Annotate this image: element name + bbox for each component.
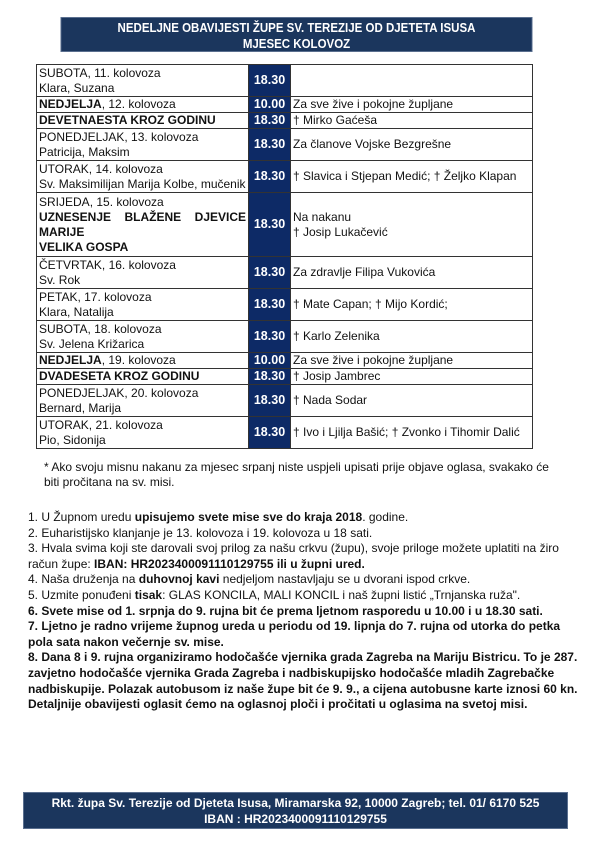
mass-time: 18.30 [249, 417, 291, 449]
text: : GLAS KONCILA, MALI KONCIL i naš župni listić „Trnjanska ruža". [162, 587, 521, 602]
day-date: , 21. kolovoza [88, 417, 163, 432]
mass-time: 18.30 [249, 113, 291, 129]
day-date: , 13. kolovoza [124, 129, 199, 144]
feast-name: DEVETNAESTA KROZ GODINU [37, 113, 249, 129]
day-date: , 20. kolovoza [124, 385, 199, 400]
day-cell [37, 289, 249, 321]
mass-time: 18.30 [249, 193, 291, 257]
day-cell [37, 161, 249, 193]
day-date: , 17. kolovoza [77, 289, 152, 304]
mass-schedule-table [36, 64, 533, 449]
mass-time: 18.30 [249, 129, 291, 161]
day-cell [37, 129, 249, 161]
saints: Pio, Sidonija [39, 432, 106, 447]
day-date: , 19. kolovoza [101, 353, 176, 367]
mass-intention: † Ivo i Ljilja Bašić; † Zvonko i Tihomir Dalić [291, 417, 533, 449]
day-date: , 18. kolovoza [87, 321, 162, 336]
table-row [37, 289, 533, 321]
mass-intention: Za zdravlje Filipa Vukovića [291, 257, 533, 289]
day-date: , 14. kolovoza [88, 161, 163, 176]
announcement-4 [28, 572, 588, 588]
day-name: ČETVRTAK [39, 257, 102, 272]
day-cell [37, 97, 249, 113]
day-name: SUBOTA [39, 65, 88, 80]
mass-intention: † Karlo Zelenika [291, 321, 533, 353]
text-bold: duhovnoj kavi [138, 572, 220, 587]
table-row [37, 129, 533, 161]
mass-intention: † Josip Jambrec [291, 369, 533, 385]
header-banner [61, 17, 533, 52]
day-name: NEDJELJA [39, 97, 102, 111]
text-bold: tisak [134, 587, 163, 602]
mass-time: 10.00 [249, 353, 291, 369]
mass-intention: † Mirko Gaćeša [291, 113, 533, 129]
table-row [37, 417, 533, 449]
mass-intention: Za članove Vojske Bezgrešne [291, 129, 533, 161]
day-date: , 15. kolovoza [89, 194, 164, 209]
table-row [37, 321, 533, 353]
feast-name: DVADESETA KROZ GODINU [37, 369, 249, 385]
table-row [37, 193, 533, 257]
day-date: , 16. kolovoza [101, 257, 176, 272]
text: 5. Uzmite ponuđeni [28, 587, 135, 602]
announcement-3 [28, 541, 588, 572]
announcement-2: 2. Euharistijsko klanjanje je 13. kolovoza i 19. kolovoza u 18 sati. [28, 525, 373, 540]
intention-line: Na nakanu [293, 209, 352, 224]
mass-time: 18.30 [249, 289, 291, 321]
text: 3. Hvala svima koji ste darovali svoj prilog za našu crkvu (župu), svoje priloge možete uplatiti na žiro račun župe: [28, 541, 559, 571]
table-row [37, 161, 533, 193]
announcements [28, 510, 588, 713]
intention-line: † Josip Lukačević [293, 224, 388, 239]
mass-time: 18.30 [249, 385, 291, 417]
header-subtitle: MJESEC KOLOVOZ [242, 37, 351, 51]
mass-time: 18.30 [249, 321, 291, 353]
text-bold: upisujemo svete mise sve do kraja 2018 [134, 510, 363, 524]
table-row [37, 385, 533, 417]
iban-text: IBAN: HR2023400091110129755 ili u župni ured. [94, 556, 365, 571]
feast-name-cont: MARIJE [39, 224, 85, 239]
mass-intention: Za sve žive i pokojne župljane [291, 353, 533, 369]
day-name: SRIJEDA [39, 194, 90, 209]
mass-intention [291, 65, 533, 97]
day-date: , 11. kolovoza [87, 65, 161, 80]
footer-address: Rkt. župa Sv. Terezije od Djeteta Isusa, Miramarska 92, 10000 Zagreb; tel. 01/ 6170 525 [51, 796, 540, 810]
announcement-8: 8. Dana 8 i 9. rujna organiziramo hodočašće vjernika grada Zagreba na Mariju Bistricu. To je 287. zavjetno hodočašće vjernika Grada Zagreba i nadbiskupijsko hodočašće mladih Zagrebačke nadbiskupije. Polazak autobusom iz naše župe bit će 9. 9., a cijena autobusne karte iznosi 60 kn. Detaljnije obavijesti oglasit ćemo na oglasnoj ploči i pročitati u oglasima na svetoj misi. [28, 650, 578, 712]
table-row [37, 353, 533, 369]
feast-subtitle: VELIKA GOSPA [39, 239, 129, 254]
saints: Klara, Natalija [39, 304, 114, 319]
footer-banner [23, 792, 568, 829]
saints: Sv. Maksimilijan Marija Kolbe, mučenik [39, 176, 246, 191]
footer-iban: IBAN : HR2023400091110129755 [204, 812, 387, 826]
mass-intention: Za sve žive i pokojne župljane [291, 97, 533, 113]
day-name: NEDJELJA [39, 353, 102, 367]
day-name: PONEDJELJAK [39, 129, 125, 144]
mass-time: 18.30 [249, 161, 291, 193]
announcement-1 [28, 510, 588, 526]
mass-time: 18.30 [249, 257, 291, 289]
announcement-5 [28, 588, 588, 604]
day-cell [37, 353, 249, 369]
announcement-6: 6. Svete mise od 1. srpnja do 9. rujna bit će prema ljetnom rasporedu u 10.00 i u 18.30 sati. [28, 603, 543, 618]
table-row [37, 369, 533, 385]
mass-time: 18.30 [249, 369, 291, 385]
day-name: SUBOTA [39, 321, 88, 336]
day-cell [37, 193, 249, 257]
text: 4. Naša druženja na [28, 572, 139, 587]
text: 1. U Župnom uredu [28, 510, 135, 524]
day-name: PETAK [39, 289, 78, 304]
day-date: , 12. kolovoza [101, 97, 176, 111]
table-row [37, 97, 533, 113]
mass-intention [291, 193, 533, 257]
saints: Sv. Rok [39, 272, 81, 287]
mass-intention: † Nada Sodar [291, 385, 533, 417]
day-cell [37, 257, 249, 289]
day-name: UTORAK [39, 417, 89, 432]
mass-intention: † Slavica i Stjepan Medić; † Željko Klapan [291, 161, 533, 193]
day-cell [37, 65, 249, 97]
day-cell [37, 321, 249, 353]
mass-intention: † Mate Capan; † Mijo Kordić; [291, 289, 533, 321]
text: nedjeljom nastavljaju se u dvorani ispod crkve. [219, 572, 471, 587]
footnote: * Ako svoju misnu nakanu za mjesec srpanj niste uspjeli upisati prije objave oglasa, svakako će biti pročitana na sv. misi. [44, 460, 549, 489]
table-row [37, 257, 533, 289]
saints: Patricija, Maksim [39, 144, 130, 159]
feast-name: UZNESENJE BLAŽENE DJEVICE [39, 209, 246, 224]
text: . godine. [362, 510, 409, 524]
table-row [37, 65, 533, 97]
day-name: UTORAK [39, 161, 89, 176]
mass-time: 18.30 [249, 65, 291, 97]
saints: Bernard, Marija [39, 400, 122, 415]
mass-time: 10.00 [249, 97, 291, 113]
saints: Sv. Jelena Križarica [39, 336, 145, 351]
table-row [37, 113, 533, 129]
day-name: PONEDJELJAK [39, 385, 125, 400]
day-cell [37, 385, 249, 417]
saints: Klara, Suzana [39, 80, 115, 95]
announcement-7: 7. Ljetno je radno vrijeme župnog ureda u periodu od 19. lipnja do 7. rujna od utorka do petka pola sata nakon večernje sv. mise. [28, 619, 561, 649]
header-title: NEDELJNE OBAVIJESTI ŽUPE SV. TEREZIJE OD DJETETA ISUSA [117, 21, 476, 35]
day-cell [37, 417, 249, 449]
